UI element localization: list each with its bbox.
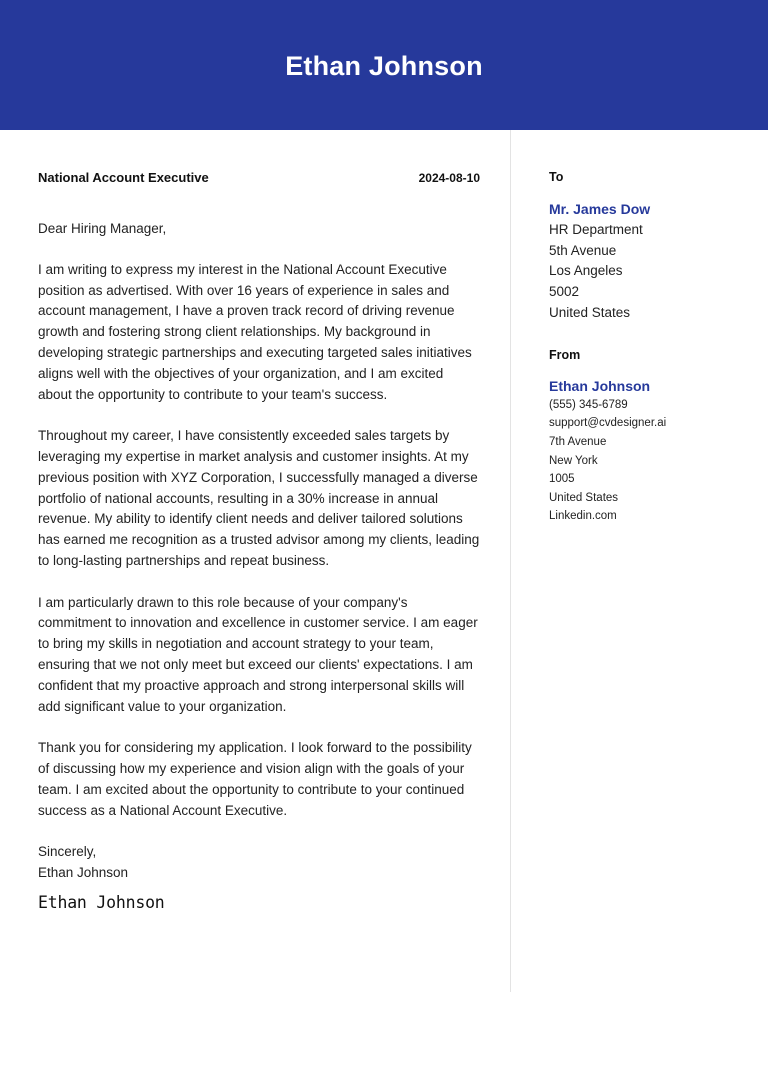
paragraph-3: I am particularly drawn to this role because of your company's commitment to innovation and excellence in customer service. I am eager to bring my skills in negotiation and account strategy to your team, ensuring that we not only meet but exceed our clients' expectations. I am confident that my proactive approach and strong interpersonal skills will add significant value to your organization.: [38, 594, 478, 714]
sender-postcode: 1005: [549, 473, 575, 486]
recipient-country: United States: [549, 304, 631, 320]
sender-linkedin-link[interactable]: Linkedin.com: [549, 510, 617, 523]
letter-body: [38, 170, 480, 912]
sender-email[interactable]: support@cvdesigner.ai: [549, 417, 667, 430]
sender-street: 7th Avenue: [549, 435, 607, 448]
paragraph-2: Throughout my career, I have consistently exceeded sales targets by leveraging my expertise in market analysis and customer insights. At my previous position with XYZ Corporation, I successfully managed a diverse portfolio of national accounts, resulting in a 30% increase in annual revenue. My ability to identify client needs and deliver tailored solutions has earned me recognition as a trusted advisor among my clients, leading to long-lasting partnerships and repeat business.: [38, 428, 480, 568]
letter-date: 2024-08-10: [418, 171, 480, 185]
paragraph-1: I am writing to express my interest in the National Account Executive position as advertised. With over 16 years of experience in sales and account management, I have a proven track record of driving revenue growth and fostering strong client relationships. My background in developing strategic partnerships and executing targeted sales initiatives aligns well with the objectives of your organization, and I am excited about the opportunity to contribute to your team's success.: [38, 261, 472, 402]
recipient-street: 5th Avenue: [549, 242, 617, 258]
recipient-postcode: 5002: [549, 284, 580, 300]
paragraph-4: Thank you for considering my application. I look forward to the possibility of discussing how my experience and vision align with the goals of your team. I am excited about the opportunity to contribute to your continued success as a National Account Executive.: [38, 740, 472, 818]
letter-meta: [38, 170, 480, 185]
closing-name: Ethan Johnson: [38, 864, 129, 880]
salutation: Dear Hiring Manager,: [38, 221, 167, 236]
sender-country: United States: [549, 491, 619, 504]
sender-name: Ethan Johnson: [549, 377, 651, 394]
position-title: National Account Executive: [38, 170, 209, 185]
sender-city: New York: [549, 454, 598, 467]
closing: Sincerely,: [38, 844, 97, 860]
column-divider: [510, 130, 511, 992]
sender-phone[interactable]: (555) 345-6789: [549, 398, 628, 411]
address-sidebar: [549, 170, 749, 526]
recipient-department: HR Department: [549, 221, 643, 237]
from-heading: From: [549, 347, 581, 362]
recipient-name: Mr. James Dow: [549, 201, 651, 217]
header-banner: [0, 0, 768, 130]
signature: Ethan Johnson: [38, 892, 165, 912]
to-heading: To: [549, 170, 564, 184]
applicant-name-title: Ethan Johnson: [285, 50, 483, 81]
recipient-city: Los Angeles: [549, 263, 623, 279]
